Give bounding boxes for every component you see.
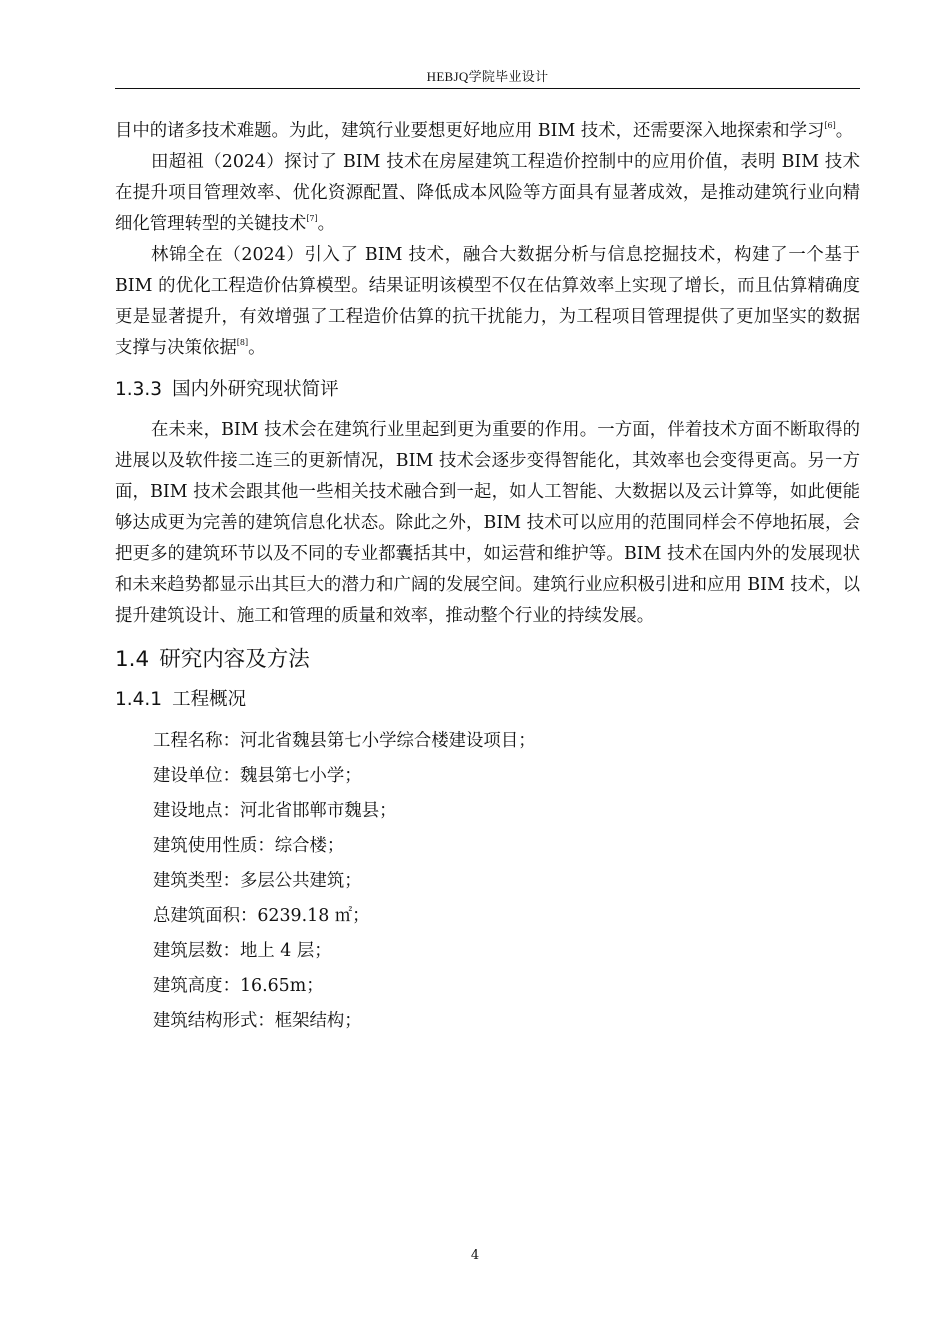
paragraph-review: 在未来，BIM 技术会在建筑行业里起到更为重要的作用。一方面，伴着技术方面不断取得的进展以及软件接二连三的更新情况，BIM 技术会逐步变得智能化，其效率也会变得更高。另一方面，BIM 技术会跟其他一些相关技术融合到一起，如人工智能、大数据以及云计算等，如此便能够达成更为完善的建筑信息化状态。除此之外，BIM 技术可以应用的范围同样会不停地拓展，会把更多的建筑环节以及不同的专业都囊括其中，如运营和维护等。BIM 技术在国内外的发展现状和未来趋势都显示出其巨大的潜力和广阔的发展空间。建筑行业应积极引进和应用 BIM 技术，以提升建筑设计、施工和管理的质量和效率，推动整个行业的持续发展。 <box>115 420 860 626</box>
paragraph-tail: 。 <box>835 121 854 141</box>
running-header: HEBJQ学院毕业设计 <box>426 69 549 84</box>
section-number: 1.4.1 <box>115 689 163 710</box>
paragraph-text: 田超祖（2024）探讨了 BIM 技术在房屋建筑工程造价控制中的应用价值，表明 BIM 技术在提升项目管理效率、优化资源配置、降低成本风险等方面具有显著成效，是推动建筑行业向精细化管理转型的关键技术 <box>115 152 860 234</box>
paragraph-continuation <box>115 116 860 147</box>
citation-ref: [8] <box>236 338 249 347</box>
project-info-item: 建筑高度：16.65m； <box>153 976 324 996</box>
project-info-item: 工程名称：河北省魏县第七小学综合楼建设项目； <box>153 731 536 751</box>
paragraph-text: 林锦全在（2024）引入了 BIM 技术，融合大数据分析与信息挖掘技术，构建了一个基于 BIM 的优化工程造价估算模型。结果证明该模型不仅在估算效率上实现了增长，而且估算精确度更是显著提升，有效增强了工程造价估算的抗干扰能力，为工程项目管理提供了更加坚实的数据支撑与决策依据 <box>115 245 860 358</box>
citation-ref: [6] <box>824 121 836 130</box>
page-body <box>115 116 860 1039</box>
section-title: 国内外研究现状简评 <box>172 379 339 400</box>
project-info-item: 建设单位：魏县第七小学； <box>153 766 362 786</box>
project-info-list <box>115 724 860 1039</box>
section-heading-1-3-3 <box>115 378 860 402</box>
paragraph-tian-chaozu <box>115 147 860 240</box>
paragraph-tail: 。 <box>248 338 266 358</box>
section-heading-1-4-1 <box>115 688 860 712</box>
section-title: 研究内容及方法 <box>159 647 310 672</box>
paragraph-lin-jinquan <box>115 240 860 364</box>
project-info-item: 建设地点：河北省邯郸市魏县； <box>153 801 397 821</box>
project-info-item: 建筑使用性质：综合楼； <box>153 836 345 856</box>
paragraph-tail: 。 <box>317 214 336 234</box>
page-number: 4 <box>470 1248 480 1263</box>
project-info-item: 总建筑面积：6239.18 ㎡； <box>153 906 370 926</box>
citation-ref: [7] <box>306 214 318 223</box>
section-number: 1.3.3 <box>115 379 163 400</box>
header-divider <box>115 88 860 89</box>
section-title: 工程概况 <box>172 689 247 710</box>
project-info-item: 建筑类型：多层公共建筑； <box>153 871 362 891</box>
paragraph-text: 目中的诸多技术难题。为此，建筑行业要想更好地应用 BIM 技术，还需要深入地探索和学习 <box>115 121 825 141</box>
project-info-item: 建筑结构形式：框架结构； <box>153 1011 362 1031</box>
section-heading-1-4 <box>115 646 860 674</box>
section-number: 1.4 <box>115 647 150 672</box>
project-info-item: 建筑层数：地上 4 层； <box>153 941 332 961</box>
